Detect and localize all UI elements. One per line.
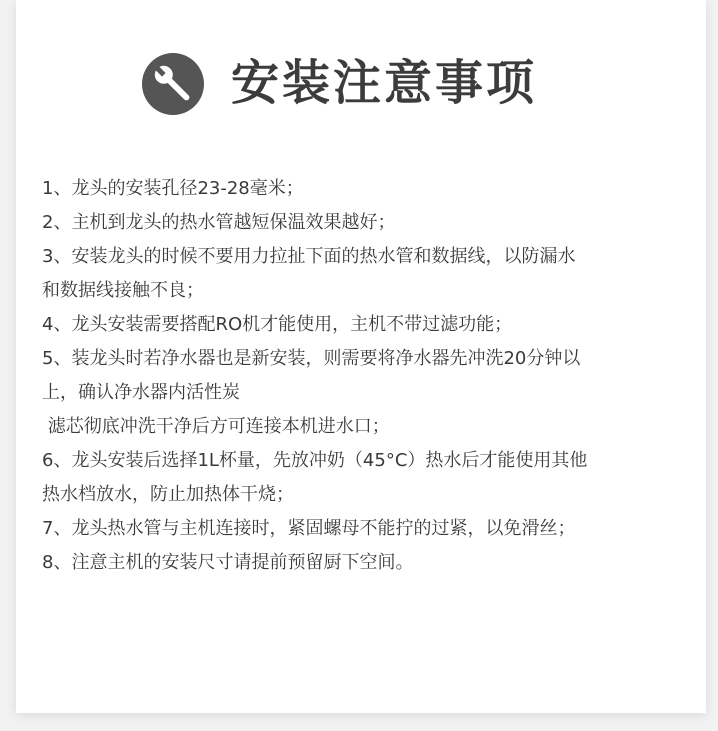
instruction-line: 和数据线接触不良； (42, 280, 204, 301)
instruction-line: 2、主机到龙头的热水管越短保温效果越好； (42, 212, 396, 233)
instruction-line: 上，确认净水器内活性炭 (42, 382, 240, 403)
instruction-line: 3、安装龙头的时候不要用力拉扯下面的热水管和数据线，以防漏水 (42, 246, 576, 267)
instruction-line: 滤芯彻底冲洗干净后方可连接本机进水口； (42, 416, 390, 437)
instruction-line: 7、龙头热水管与主机连接时，紧固螺母不能拧的过紧，以免滑丝； (42, 518, 576, 539)
instruction-line: 6、龙头安装后选择1L杯量，先放冲奶（45°C）热水后才能使用其他 (42, 450, 588, 471)
page-title: 安装注意事项 (231, 55, 538, 111)
wrench-icon (141, 52, 205, 116)
instructions-list (42, 172, 692, 580)
instruction-line: 1、龙头的安装孔径23-28毫米； (42, 178, 304, 199)
notice-card (16, 0, 706, 713)
instruction-line: 热水档放水，防止加热体干烧； (42, 484, 294, 505)
instruction-line: 4、龙头安装需要搭配RO机才能使用，主机不带过滤功能； (42, 314, 513, 335)
header (16, 0, 706, 150)
instruction-line: 8、注意主机的安装尺寸请提前预留厨下空间。 (42, 552, 414, 573)
instruction-line: 5、装龙头时若净水器也是新安装，则需要将净水器先冲洗20分钟以 (42, 348, 581, 369)
